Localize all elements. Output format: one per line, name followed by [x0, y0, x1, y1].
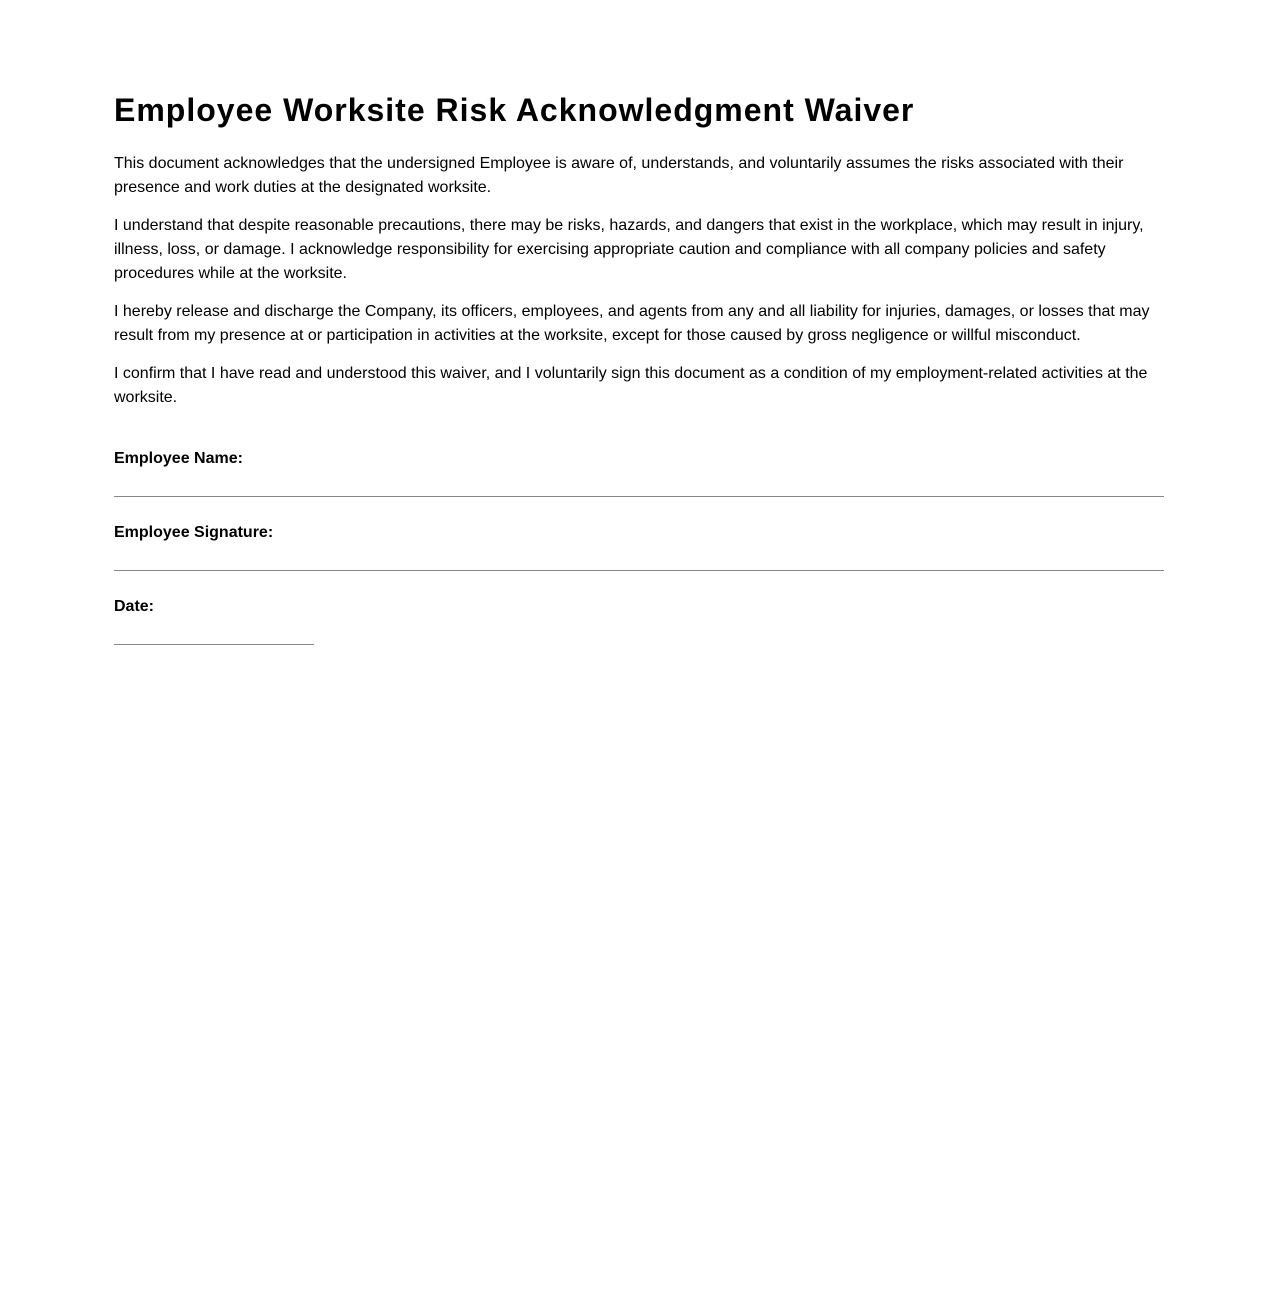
- employee-name-field: [114, 449, 243, 469]
- document-title: Employee Worksite Risk Acknowledgment Waiver: [114, 92, 915, 128]
- paragraph-risks: I understand that despite reasonable precautions, there may be risks, hazards, and dangers that exist in the workplace, which may result in injury, illness, loss, or damage. I acknowledge responsibility for exercising appropriate caution and compliance with all company policies and safety procedures while at the worksite.: [114, 217, 1144, 282]
- paragraph-intro: This document acknowledges that the undersigned Employee is aware of, understands, and voluntarily assumes the risks associated with their presence and work duties at the designated worksite.: [114, 155, 1124, 196]
- employee-signature-field: [114, 523, 273, 543]
- date-label: Date:: [114, 598, 155, 615]
- employee-name-line[interactable]: [114, 496, 1164, 497]
- date-field: [114, 597, 154, 617]
- paragraph-release: I hereby release and discharge the Company, its officers, employees, and agents from any and all liability for injuries, damages, or losses that may result from my presence at or participation in activities at the worksite, except for those caused by gross negligence or willful misconduct.: [114, 303, 1150, 344]
- date-line[interactable]: [114, 644, 314, 645]
- paragraph-confirmation: I confirm that I have read and understood this waiver, and I voluntarily sign this document as a condition of my employment-related activities at the worksite.: [114, 365, 1148, 406]
- employee-signature-line[interactable]: [114, 570, 1164, 571]
- document-body: [114, 152, 1164, 424]
- employee-name-label: Employee Name:: [114, 450, 243, 467]
- employee-signature-label: Employee Signature:: [114, 524, 274, 541]
